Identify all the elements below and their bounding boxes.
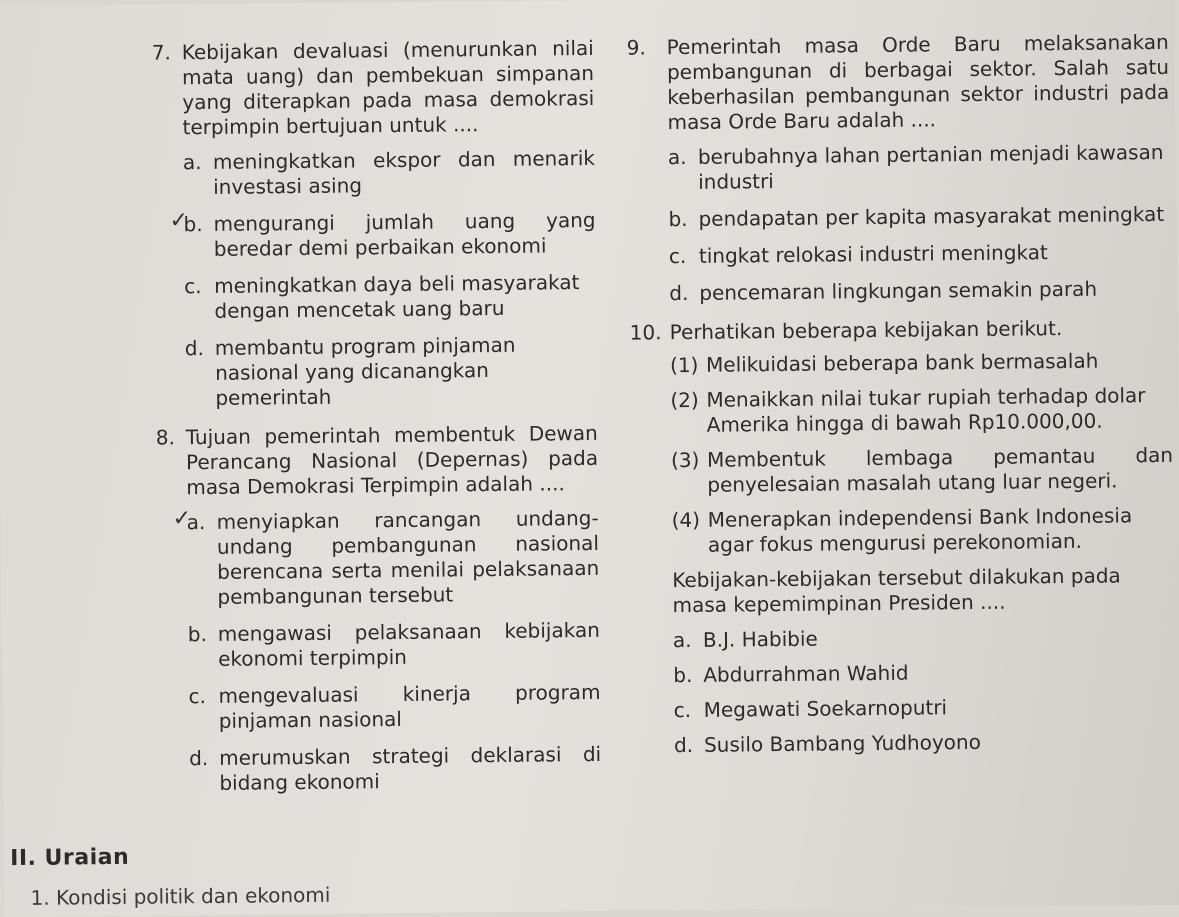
- options: [630, 140, 1172, 307]
- option-a[interactable]: [630, 140, 1170, 196]
- option-b[interactable]: [635, 658, 1175, 689]
- checkmark-icon: ✓: [172, 506, 192, 532]
- option-letter: b.: [187, 622, 208, 647]
- option-a[interactable]: [159, 506, 600, 611]
- statements: [632, 348, 1174, 559]
- statement-number: (4): [671, 507, 701, 533]
- option-letter: c.: [188, 684, 206, 709]
- question-7: [151, 35, 598, 412]
- option-text: merumuskan strategi deklarasi di bidang ekonomi: [219, 741, 602, 795]
- option-b[interactable]: [155, 208, 595, 263]
- option-text: berubahnya lahan pertanian menjadi kawasan industri: [697, 139, 1164, 194]
- options: [635, 623, 1176, 759]
- option-letter: a.: [672, 627, 692, 653]
- option-text: meningkatkan ekspor dan menarik investasi asing: [212, 145, 596, 199]
- option-letter: b.: [183, 212, 203, 237]
- statement-1: [670, 348, 1172, 378]
- option-text: tingkat relokasi industri meningkat: [698, 240, 1048, 268]
- statement-number: (2): [670, 387, 699, 413]
- statement-text: Melikuidasi beberapa bank bermasalah: [705, 348, 1099, 377]
- option-c[interactable]: [631, 239, 1171, 270]
- option-letter: d.: [673, 732, 694, 758]
- question-number: 9.: [626, 35, 646, 60]
- option-letter: a.: [186, 510, 206, 535]
- option-c[interactable]: [160, 680, 600, 735]
- option-letter: b.: [668, 206, 688, 232]
- option-a[interactable]: [155, 146, 595, 201]
- option-d[interactable]: [631, 276, 1171, 307]
- checkmark-icon: ✓: [169, 208, 189, 234]
- option-d[interactable]: [157, 332, 598, 412]
- option-b[interactable]: [160, 618, 600, 673]
- statement-3: [671, 443, 1173, 498]
- option-letter: d.: [669, 280, 689, 306]
- question-8: [155, 420, 602, 797]
- option-d[interactable]: [161, 742, 601, 797]
- right-column: [626, 29, 1177, 773]
- option-text: pencemaran lingkungan semakin parah: [699, 276, 1098, 305]
- statement-4: [672, 503, 1174, 558]
- option-text: B.J. Habibie: [702, 626, 818, 652]
- option-text: meningkatkan daya beli masyarakat dengan mencetak uang baru: [214, 270, 580, 323]
- option-c[interactable]: [636, 693, 1176, 724]
- option-a[interactable]: [635, 623, 1175, 654]
- section-first-item: 1. Kondisi politik dan ekonomi: [30, 882, 331, 910]
- option-text: mengurangi jumlah uang yang beredar demi perbaikan ekonomi: [213, 207, 596, 261]
- question-number: 7.: [151, 40, 171, 65]
- option-letter: a.: [667, 144, 687, 170]
- statement-number: (3): [670, 447, 700, 473]
- question-text: Pemerintah masa Orde Baru melaksanakan pembangunan di berbagai sektor. Salah satu keberhasilan pembangunan sektor industri pada masa Orde Baru adalah ....: [666, 29, 1170, 135]
- statement-2: [670, 383, 1172, 438]
- statement-number: (1): [669, 352, 699, 378]
- option-text: pendapatan per kapita masyarakat meningkat: [698, 201, 1165, 231]
- option-text: mengevaluasi kinerja program pinjaman nasional: [218, 679, 601, 733]
- statement-text: Menaikkan nilai tukar rupiah terhadap dolar Amerika hingga di bawah Rp10.000,00.: [706, 383, 1146, 437]
- option-d[interactable]: [636, 728, 1176, 759]
- options: [159, 506, 602, 797]
- question-9: [626, 29, 1172, 307]
- option-text: membantu program pinjaman nasional yang dicanangkan pemerintah: [214, 332, 516, 410]
- option-text: Susilo Bambang Yudhoyono: [703, 729, 981, 757]
- question-conclusion: Kebijakan-kebijakan tersebut dilakukan pada masa kepemimpinan Presiden ....: [672, 563, 1121, 618]
- option-letter: c.: [673, 697, 692, 723]
- question-text: Tujuan pemerintah membentuk Dewan Perancang Nasional (Depernas) pada masa Demokrasi Terpimpin adalah ....: [185, 420, 599, 500]
- option-text: Abdurrahman Wahid: [703, 660, 909, 687]
- option-b[interactable]: [630, 202, 1170, 233]
- options: [155, 146, 598, 412]
- section-heading: II. Uraian: [10, 844, 130, 872]
- option-letter: d.: [189, 746, 209, 771]
- statement-text: Menerapkan independensi Bank Indonesia agar fokus mengurusi perekonomian.: [707, 503, 1133, 557]
- option-letter: a.: [182, 150, 202, 175]
- option-letter: d.: [184, 336, 205, 361]
- option-text: mengawasi pelaksanaan kebijakan ekonomi terpimpin: [217, 617, 600, 671]
- left-column: [151, 35, 602, 811]
- option-letter: b.: [673, 662, 693, 688]
- statement-text: Membentuk lembaga pemantau dan penyelesaian masalah utang luar negeri.: [706, 442, 1174, 497]
- question-10: [629, 315, 1177, 759]
- option-text: Megawati Soekarnoputri: [703, 695, 948, 722]
- option-c[interactable]: [156, 270, 596, 325]
- option-letter: c.: [668, 243, 687, 269]
- question-number: 10.: [629, 320, 662, 345]
- option-letter: c.: [184, 274, 202, 299]
- option-text: menyiapkan rancangan undang-undang pembangunan nasional berencana serta menilai pelaksanaan pembangunan tersebut: [216, 505, 600, 609]
- question-number: 8.: [155, 425, 176, 450]
- question-text: Kebijakan devaluasi (menurunkan nilai mata uang) dan pembekuan simpanan yang diterapkan pada masa demokrasi terpimpin bertujuan untuk ....: [181, 35, 595, 140]
- question-text: Perhatikan beberapa kebijakan berikut.: [669, 316, 1063, 345]
